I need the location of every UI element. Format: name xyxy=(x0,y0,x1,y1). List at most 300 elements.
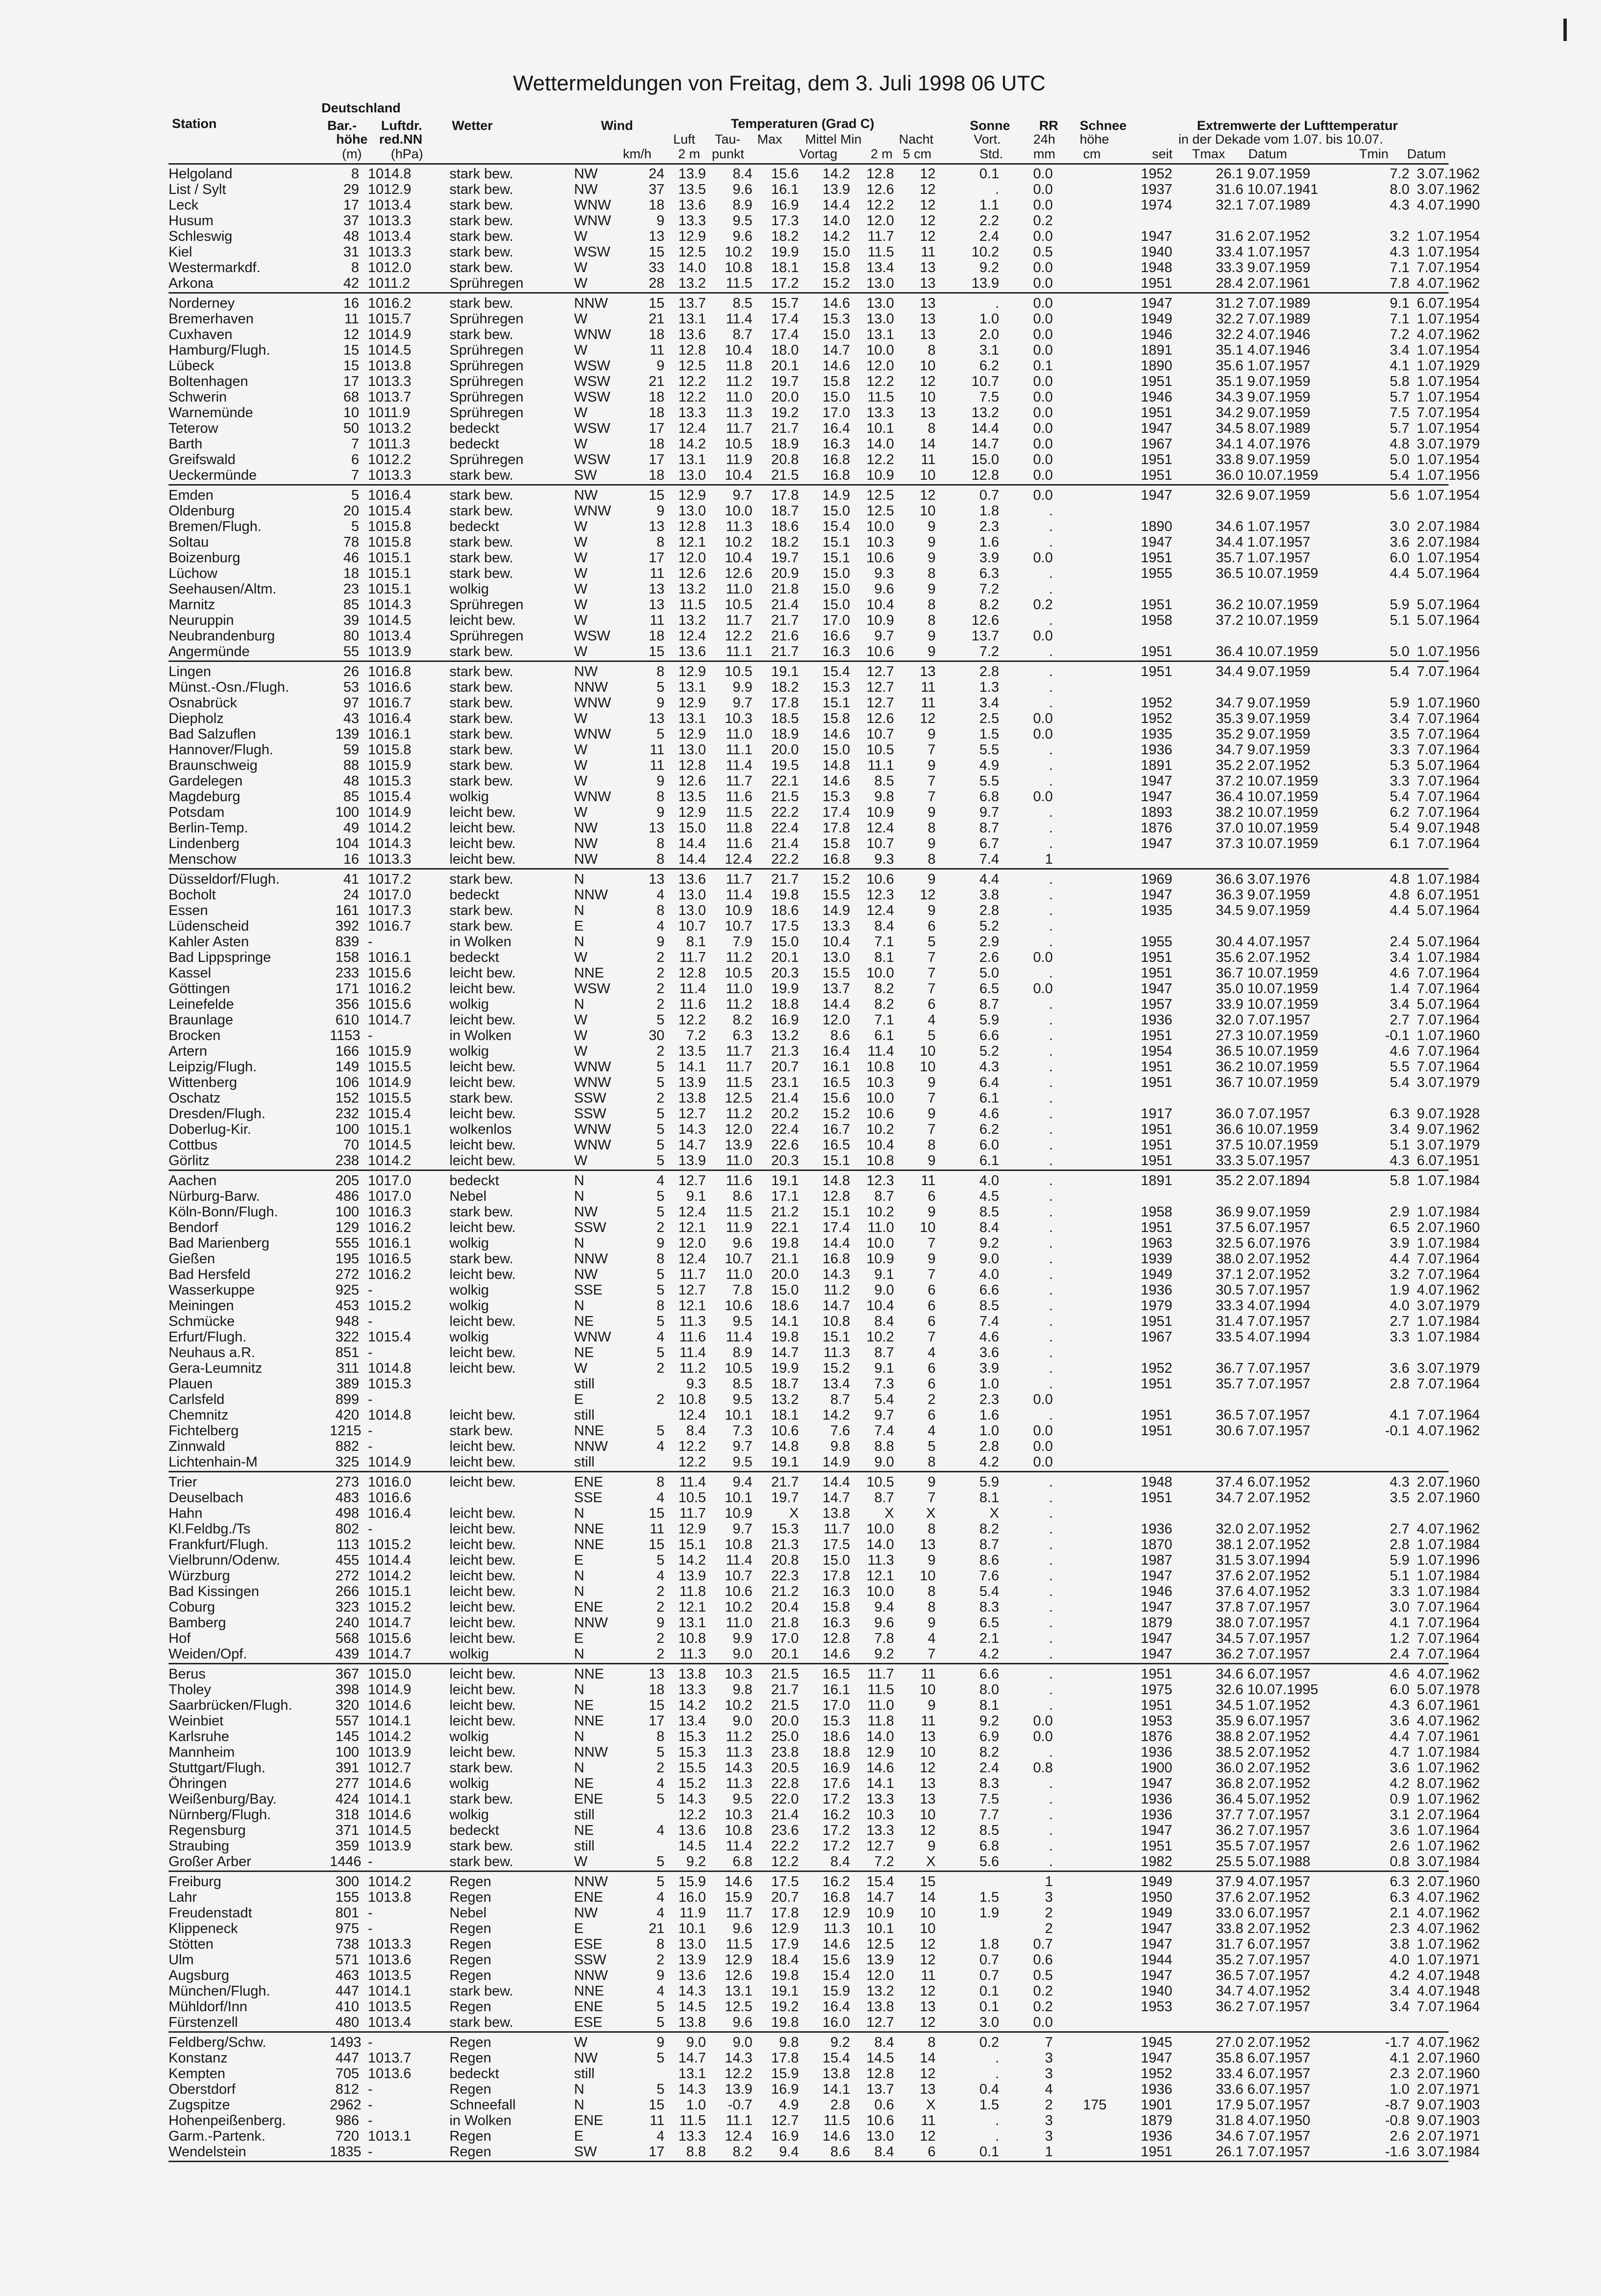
cell-tmax-datum: 3.07.1994 xyxy=(1247,1552,1311,1568)
cell-tmax: 33.3 xyxy=(1216,260,1243,276)
table-row xyxy=(169,773,1480,789)
cell-tmin: -1.7 xyxy=(1385,2035,1409,2050)
cell-tmax: 35.6 xyxy=(1216,950,1243,965)
table-row xyxy=(169,851,1449,867)
cell-min-2m: 5.4 xyxy=(874,1392,894,1407)
cell-sonne: 4.3 xyxy=(979,1059,999,1075)
cell-station: Göttingen xyxy=(169,981,230,997)
table-row xyxy=(169,1251,1480,1267)
cell-wind-kmh: 4 xyxy=(656,1439,664,1454)
cell-luftdruck: 1015.1 xyxy=(368,1122,411,1137)
cell-mittel-vortag: 14.6 xyxy=(822,358,850,374)
cell-wind-kmh: 11 xyxy=(649,1521,664,1537)
cell-max: 22.6 xyxy=(771,1137,799,1153)
cell-wind-richtung: NW xyxy=(574,2050,598,2066)
cell-bar-hoehe: 48 xyxy=(343,229,359,244)
cell-seit: 1954 xyxy=(1141,1043,1173,1059)
cell-max: 23.6 xyxy=(771,1823,799,1838)
table-row xyxy=(169,1921,1480,1936)
cell-seit: 1950 xyxy=(1141,1890,1173,1905)
cell-rr-24h: . xyxy=(1048,887,1053,903)
cell-tmax-datum: 2.07.1961 xyxy=(1247,276,1311,291)
cell-bar-hoehe: 43 xyxy=(343,711,359,726)
cell-wind-kmh: 2 xyxy=(656,1952,664,1968)
cell-rr-24h: . xyxy=(1048,1220,1053,1235)
cell-min-2m: 9.3 xyxy=(874,851,894,867)
cell-max: 13.2 xyxy=(771,1028,799,1043)
cell-min-2m: 15.4 xyxy=(866,1874,894,1890)
cell-rr-24h: 7 xyxy=(1045,2035,1053,2050)
cell-min-2m: 10.0 xyxy=(866,1521,894,1537)
cell-rr-24h: 3 xyxy=(1045,2066,1053,2082)
cell-taupunkt: 9.4 xyxy=(732,1474,752,1490)
cell-seit: 1951 xyxy=(1141,405,1173,421)
cell-bar-hoehe: 166 xyxy=(335,1043,359,1059)
table-row xyxy=(169,758,1480,773)
cell-max: 22.8 xyxy=(771,1776,799,1791)
table-row xyxy=(169,405,1480,421)
cell-max: 17.2 xyxy=(771,276,799,291)
cell-wind-richtung: N xyxy=(574,1568,584,1584)
cell-max: 14.7 xyxy=(771,1345,799,1361)
cell-max: 21.5 xyxy=(771,1698,799,1713)
cell-wetter: stark bew. xyxy=(449,488,513,503)
cell-sonne: 1.5 xyxy=(979,726,999,742)
cell-luft-2m: 13.2 xyxy=(678,613,706,628)
cell-bar-hoehe: 948 xyxy=(335,1314,359,1329)
cell-tmin: 5.3 xyxy=(1389,758,1409,773)
cell-sonne: 3.8 xyxy=(979,887,999,903)
cell-luft-2m: 14.4 xyxy=(678,836,706,851)
cell-tmax: 32.0 xyxy=(1216,1521,1243,1537)
header-sonne2: Vort. xyxy=(974,132,1001,147)
table-row xyxy=(169,452,1480,468)
cell-luft-2m: 11.5 xyxy=(679,2113,706,2128)
cell-tmin: 5.7 xyxy=(1389,389,1409,405)
cell-wind-kmh: 4 xyxy=(656,2128,664,2144)
cell-luftdruck: - xyxy=(368,1314,373,1329)
cell-wind-kmh: 5 xyxy=(656,680,664,695)
cell-mittel-vortag: 16.9 xyxy=(822,1760,850,1776)
cell-rr-24h: 0.2 xyxy=(1033,597,1053,613)
cell-tmax: 31.8 xyxy=(1216,2113,1243,2128)
cell-max: 19.7 xyxy=(771,1490,799,1506)
cell-rr-24h: . xyxy=(1048,1122,1053,1137)
cell-tmin: 6.0 xyxy=(1389,550,1409,566)
header-min-2m: 2 m xyxy=(871,147,893,161)
cell-mittel-vortag: 14.2 xyxy=(822,166,850,182)
cell-rr-24h: . xyxy=(1048,773,1053,789)
cell-tmin: 3.6 xyxy=(1389,1713,1409,1729)
header-seit: seit xyxy=(1152,147,1173,161)
cell-luftdruck: 1015.6 xyxy=(368,965,411,981)
cell-min-2m: 12.3 xyxy=(866,887,894,903)
cell-seit: 1947 xyxy=(1141,534,1173,550)
cell-tmax: 36.8 xyxy=(1216,1776,1243,1791)
cell-luft-2m: 13.0 xyxy=(678,903,706,918)
table-row xyxy=(169,1173,1480,1189)
cell-tmax: 37.9 xyxy=(1216,1874,1243,1890)
cell-wetter: wolkig xyxy=(449,1646,489,1662)
cell-nacht-5cm: 6 xyxy=(927,1298,936,1314)
cell-taupunkt: 11.7 xyxy=(726,872,752,887)
cell-min-2m: 12.7 xyxy=(866,680,894,695)
cell-nacht-5cm: 13 xyxy=(919,664,936,680)
station-group xyxy=(169,872,1480,1171)
cell-rr-24h: 0.0 xyxy=(1033,421,1053,436)
cell-tmax-datum: 1.07.1952 xyxy=(1247,1698,1311,1713)
table-row xyxy=(169,711,1480,726)
cell-luft-2m: 11.7 xyxy=(679,1267,706,1282)
cell-wind-richtung: WSW xyxy=(574,244,611,260)
cell-seit: 1947 xyxy=(1141,773,1173,789)
cell-bar-hoehe: 31 xyxy=(343,244,359,260)
cell-max: 21.3 xyxy=(771,1043,799,1059)
cell-bar-hoehe: 320 xyxy=(335,1698,359,1713)
cell-taupunkt: 8.2 xyxy=(732,1012,752,1028)
cell-luftdruck: 1012.7 xyxy=(368,1760,411,1776)
cell-seit: 1949 xyxy=(1141,1905,1173,1921)
cell-seit: 1951 xyxy=(1141,664,1173,680)
cell-bar-hoehe: 15 xyxy=(343,358,359,374)
cell-seit: 1879 xyxy=(1141,1615,1173,1631)
table-row xyxy=(169,1936,1480,1952)
cell-mittel-vortag: 12.8 xyxy=(822,1189,850,1204)
cell-tmax: 34.6 xyxy=(1216,519,1243,534)
cell-wind-richtung: ENE xyxy=(574,1890,603,1905)
cell-nacht-5cm: 13 xyxy=(919,1999,936,2015)
cell-luftdruck: 1013.2 xyxy=(368,421,411,436)
cell-rr-24h: . xyxy=(1048,934,1053,950)
cell-sonne: 6.5 xyxy=(979,981,999,997)
cell-tmin-datum: 1.07.1954 xyxy=(1417,229,1480,244)
cell-luft-2m: 11.2 xyxy=(679,1361,706,1376)
cell-mittel-vortag: 15.2 xyxy=(822,872,850,887)
table-row xyxy=(169,1615,1480,1631)
cell-min-2m: 14.0 xyxy=(866,1537,894,1552)
cell-rr-24h: 0.0 xyxy=(1033,260,1053,276)
cell-luft-2m: 12.1 xyxy=(678,1599,706,1615)
cell-wind-richtung: W xyxy=(574,405,588,421)
cell-station: Klippeneck xyxy=(169,1921,238,1936)
cell-rr-24h: . xyxy=(1048,872,1053,887)
cell-tmax-datum: 7.07.1957 xyxy=(1247,2144,1311,2160)
cell-station: Gera-Leumnitz xyxy=(169,1361,262,1376)
cell-min-2m: 10.0 xyxy=(866,1235,894,1251)
cell-tmin: 4.1 xyxy=(1389,358,1409,374)
cell-nacht-5cm: 10 xyxy=(919,1905,936,1921)
cell-tmax: 35.6 xyxy=(1216,358,1243,374)
cell-wind-richtung: WNW xyxy=(574,1059,611,1075)
cell-sonne: . xyxy=(995,2050,999,2066)
cell-luftdruck: 1017.0 xyxy=(368,1173,411,1189)
cell-wind-kmh: 4 xyxy=(656,1329,664,1345)
cell-min-2m: 10.6 xyxy=(866,2113,894,2128)
cell-max: 18.6 xyxy=(771,1298,799,1314)
cell-bar-hoehe: 205 xyxy=(335,1173,359,1189)
cell-luftdruck: 1015.2 xyxy=(368,1298,411,1314)
cell-tmin-datum: 1.07.1962 xyxy=(1417,1760,1480,1776)
cell-station: Bad Hersfeld xyxy=(169,1267,251,1282)
cell-luft-2m: 13.9 xyxy=(678,166,706,182)
cell-wind-kmh: 5 xyxy=(656,1854,664,1870)
cell-wind-richtung: still xyxy=(574,1454,595,1470)
cell-tmin-datum: 1.07.1962 xyxy=(1417,1791,1480,1807)
cell-tmax: 34.7 xyxy=(1216,1490,1243,1506)
cell-min-2m: 13.0 xyxy=(866,2128,894,2144)
cell-wetter: leicht bew. xyxy=(449,1075,516,1090)
cell-tmax-datum: 9.07.1959 xyxy=(1247,664,1311,680)
cell-tmin-datum: 4.07.1990 xyxy=(1417,197,1480,213)
cell-tmin-datum: 4.07.1962 xyxy=(1417,1921,1480,1936)
cell-luftdruck: - xyxy=(368,934,373,950)
cell-station: Neuruppin xyxy=(169,613,234,628)
header-vortag: Vortag xyxy=(799,147,838,161)
cell-station: Hamburg/Flugh. xyxy=(169,342,270,358)
cell-bar-hoehe: 20 xyxy=(343,503,359,519)
cell-max: 18.6 xyxy=(771,519,799,534)
cell-wetter: leicht bew. xyxy=(449,1267,516,1282)
cell-max: 22.2 xyxy=(771,851,799,867)
table-row xyxy=(169,1059,1480,1075)
cell-tmin-datum: 1.07.1984 xyxy=(1417,1314,1480,1329)
cell-tmax-datum: 2.07.1894 xyxy=(1247,1173,1311,1189)
cell-tmax: 34.6 xyxy=(1216,1666,1243,1682)
cell-rr-24h: . xyxy=(1048,1776,1053,1791)
cell-sonne: 2.8 xyxy=(979,1439,999,1454)
cell-min-2m: 10.4 xyxy=(866,597,894,613)
cell-bar-hoehe: 439 xyxy=(335,1646,359,1662)
cell-sonne: 8.7 xyxy=(979,1537,999,1552)
cell-max: 20.5 xyxy=(771,1760,799,1776)
cell-seit: 1900 xyxy=(1141,1760,1173,1776)
cell-tmax: 35.7 xyxy=(1216,550,1243,566)
cell-taupunkt: 11.8 xyxy=(726,820,752,836)
cell-tmin: 5.4 xyxy=(1389,820,1409,836)
cell-luftdruck: 1013.3 xyxy=(368,851,411,867)
cell-bar-hoehe: 59 xyxy=(343,742,359,758)
cell-station: Köln-Bonn/Flugh. xyxy=(169,1204,278,1220)
cell-max: 4.9 xyxy=(779,2097,799,2113)
cell-seit: 1951 xyxy=(1141,965,1173,981)
cell-wind-richtung: NW xyxy=(574,1905,598,1921)
cell-seit: 1891 xyxy=(1141,758,1173,773)
cell-luftdruck: 1014.5 xyxy=(368,613,411,628)
cell-nacht-5cm: 8 xyxy=(927,2035,936,2050)
cell-tmax: 34.4 xyxy=(1216,664,1243,680)
cell-tmin: -0.8 xyxy=(1385,2113,1409,2128)
cell-max: 20.7 xyxy=(771,1890,799,1905)
cell-station: Leck xyxy=(169,197,199,213)
cell-wetter: leicht bew. xyxy=(449,965,516,981)
cell-seit: 1947 xyxy=(1141,1568,1173,1584)
cell-min-2m: 8.2 xyxy=(874,997,894,1012)
cell-wind-kmh: 9 xyxy=(656,695,664,711)
cell-max: 22.2 xyxy=(771,1838,799,1854)
cell-taupunkt: 11.2 xyxy=(726,950,752,965)
cell-sonne: 8.7 xyxy=(979,997,999,1012)
cell-rr-24h: 0.0 xyxy=(1033,1454,1053,1470)
cell-rr-24h: 3 xyxy=(1045,2050,1053,2066)
cell-nacht-5cm: 11 xyxy=(920,695,936,711)
cell-mittel-vortag: 14.2 xyxy=(822,1407,850,1423)
cell-taupunkt: 11.1 xyxy=(726,644,752,659)
cell-tmax-datum: 9.07.1959 xyxy=(1247,695,1311,711)
cell-tmin: 5.4 xyxy=(1389,468,1409,483)
cell-bar-hoehe: 100 xyxy=(335,805,359,820)
table-row xyxy=(169,534,1480,550)
cell-bar-hoehe: 498 xyxy=(335,1506,359,1521)
cell-tmin-datum: 4.07.1962 xyxy=(1417,1666,1480,1682)
cell-bar-hoehe: 455 xyxy=(335,1552,359,1568)
cell-max: 19.1 xyxy=(771,664,799,680)
cell-tmax: 35.7 xyxy=(1216,1376,1243,1392)
cell-luft-2m: 12.4 xyxy=(678,1407,706,1423)
cell-tmin: -0.1 xyxy=(1385,1423,1409,1439)
cell-max: 20.0 xyxy=(771,1713,799,1729)
cell-rr-24h: . xyxy=(1048,1599,1053,1615)
cell-tmax-datum: 10.07.1959 xyxy=(1247,597,1319,613)
cell-nacht-5cm: 12 xyxy=(919,1952,936,1968)
cell-min-2m: 10.0 xyxy=(866,1090,894,1106)
cell-tmin: 3.1 xyxy=(1389,1807,1409,1823)
cell-luftdruck: 1014.2 xyxy=(368,1874,411,1890)
cell-luftdruck: 1015.9 xyxy=(368,1043,411,1059)
cell-tmin-datum: 2.07.1960 xyxy=(1417,1220,1480,1235)
cell-station: Bad Salzuflen xyxy=(169,726,256,742)
table-row xyxy=(169,1137,1480,1153)
cell-wetter: wolkig xyxy=(449,1729,489,1744)
cell-rr-24h: . xyxy=(1048,1474,1053,1490)
cell-wetter: stark bew. xyxy=(449,1090,513,1106)
table-row xyxy=(169,836,1480,851)
cell-station: Bad Marienberg xyxy=(169,1235,270,1251)
cell-mittel-vortag: 16.4 xyxy=(822,421,850,436)
cell-wind-richtung: N xyxy=(574,2082,584,2097)
cell-taupunkt: 13.9 xyxy=(725,2082,752,2097)
cell-max: 18.4 xyxy=(771,1952,799,1968)
cell-nacht-5cm: 11 xyxy=(920,1666,936,1682)
cell-nacht-5cm: 9 xyxy=(927,644,936,659)
cell-wind-richtung: WSW xyxy=(574,374,611,389)
cell-tmax: 34.5 xyxy=(1216,421,1243,436)
cell-rr-24h: . xyxy=(1048,742,1053,758)
cell-wetter: stark bew. xyxy=(449,1854,513,1870)
cell-tmax: 36.4 xyxy=(1216,1791,1243,1807)
cell-tmax: 34.2 xyxy=(1216,405,1243,421)
cell-tmax-datum: 2.07.1952 xyxy=(1247,1490,1311,1506)
cell-tmax-datum: 6.07.1957 xyxy=(1247,1905,1311,1921)
cell-taupunkt: 11.4 xyxy=(726,887,752,903)
cell-rr-24h: . xyxy=(1048,1075,1053,1090)
cell-seit: 1936 xyxy=(1141,2082,1173,2097)
cell-tmax-datum: 10.07.1959 xyxy=(1247,805,1319,820)
cell-tmax-datum: 3.07.1976 xyxy=(1247,872,1311,887)
cell-station: Bendorf xyxy=(169,1220,218,1235)
cell-nacht-5cm: 6 xyxy=(927,997,936,1012)
cell-wind-kmh: 21 xyxy=(648,311,664,327)
cell-tmin: 5.6 xyxy=(1389,488,1409,503)
cell-max: 17.8 xyxy=(771,488,799,503)
cell-bar-hoehe: 802 xyxy=(335,1521,359,1537)
cell-wind-richtung: W xyxy=(574,644,588,659)
cell-tmin-datum: 2.07.1960 xyxy=(1417,2066,1480,2082)
cell-nacht-5cm: 9 xyxy=(927,1075,936,1090)
cell-min-2m: 8.4 xyxy=(874,918,894,934)
cell-luftdruck: 1014.8 xyxy=(368,1361,411,1376)
cell-bar-hoehe: 986 xyxy=(335,2113,359,2128)
cell-wind-richtung: NW xyxy=(574,1204,598,1220)
cell-mittel-vortag: 14.9 xyxy=(822,488,850,503)
cell-max: X xyxy=(789,1506,799,1521)
cell-luft-2m: 15.3 xyxy=(678,1744,706,1760)
cell-rr-24h: 0.0 xyxy=(1033,296,1053,311)
cell-tmax: 34.5 xyxy=(1216,1698,1243,1713)
table-row xyxy=(169,1439,1449,1454)
cell-luft-2m: 8.8 xyxy=(686,2144,706,2160)
cell-tmax: 35.9 xyxy=(1216,1713,1243,1729)
cell-luft-2m: 1.0 xyxy=(686,2097,706,2113)
cell-rr-24h: . xyxy=(1048,1012,1053,1028)
cell-tmax-datum: 8.07.1989 xyxy=(1247,421,1311,436)
cell-wetter: leicht bew. xyxy=(449,1314,516,1329)
cell-tmax: 35.2 xyxy=(1216,726,1243,742)
cell-nacht-5cm: 6 xyxy=(927,1314,936,1329)
cell-min-2m: 10.7 xyxy=(866,836,894,851)
cell-bar-hoehe: 85 xyxy=(343,789,359,805)
cell-max: 19.2 xyxy=(771,405,799,421)
cell-rr-24h: . xyxy=(1048,1698,1053,1713)
cell-luftdruck: - xyxy=(368,1854,373,1870)
cell-wind-kmh: 8 xyxy=(656,903,664,918)
cell-max: 22.4 xyxy=(771,820,799,836)
cell-wetter: Regen xyxy=(449,2035,491,2050)
cell-mittel-vortag: 16.3 xyxy=(822,436,850,452)
cell-min-2m: 13.0 xyxy=(866,296,894,311)
cell-seit: 1958 xyxy=(1141,1204,1173,1220)
cell-luftdruck: 1015.4 xyxy=(368,1106,411,1122)
cell-sonne: 2.4 xyxy=(979,229,999,244)
cell-taupunkt: 9.7 xyxy=(732,1521,752,1537)
cell-tmax: 36.5 xyxy=(1216,566,1243,581)
table-row xyxy=(169,1854,1480,1870)
cell-tmin: 3.0 xyxy=(1389,519,1409,534)
cell-tmin: 5.1 xyxy=(1389,1568,1409,1584)
cell-wind-kmh: 5 xyxy=(656,1189,664,1204)
cell-luftdruck: 1013.4 xyxy=(368,2015,411,2030)
cell-sonne: 0.1 xyxy=(979,1983,999,1999)
table-row xyxy=(169,436,1480,452)
cell-min-2m: 8.4 xyxy=(874,1314,894,1329)
table-row xyxy=(169,965,1480,981)
cell-luft-2m: 13.0 xyxy=(678,887,706,903)
cell-bar-hoehe: 272 xyxy=(335,1568,359,1584)
cell-wetter: bedeckt xyxy=(449,2066,499,2082)
cell-bar-hoehe: 463 xyxy=(335,1968,359,1983)
cell-bar-hoehe: 149 xyxy=(335,1059,359,1075)
table-row xyxy=(169,1646,1480,1662)
cell-wind-kmh: 2 xyxy=(656,1631,664,1646)
cell-wetter: leicht bew. xyxy=(449,805,516,820)
cell-seit: 1947 xyxy=(1141,1646,1173,1662)
cell-sonne: 3.9 xyxy=(979,1361,999,1376)
table-row xyxy=(169,1028,1480,1043)
cell-wind-richtung: ENE xyxy=(574,1791,603,1807)
cell-wind-richtung: NNE xyxy=(574,1537,604,1552)
cell-sonne: 7.4 xyxy=(979,851,999,867)
header-luftdruck-unit: (hPa) xyxy=(391,147,424,161)
table-row xyxy=(169,1474,1480,1490)
